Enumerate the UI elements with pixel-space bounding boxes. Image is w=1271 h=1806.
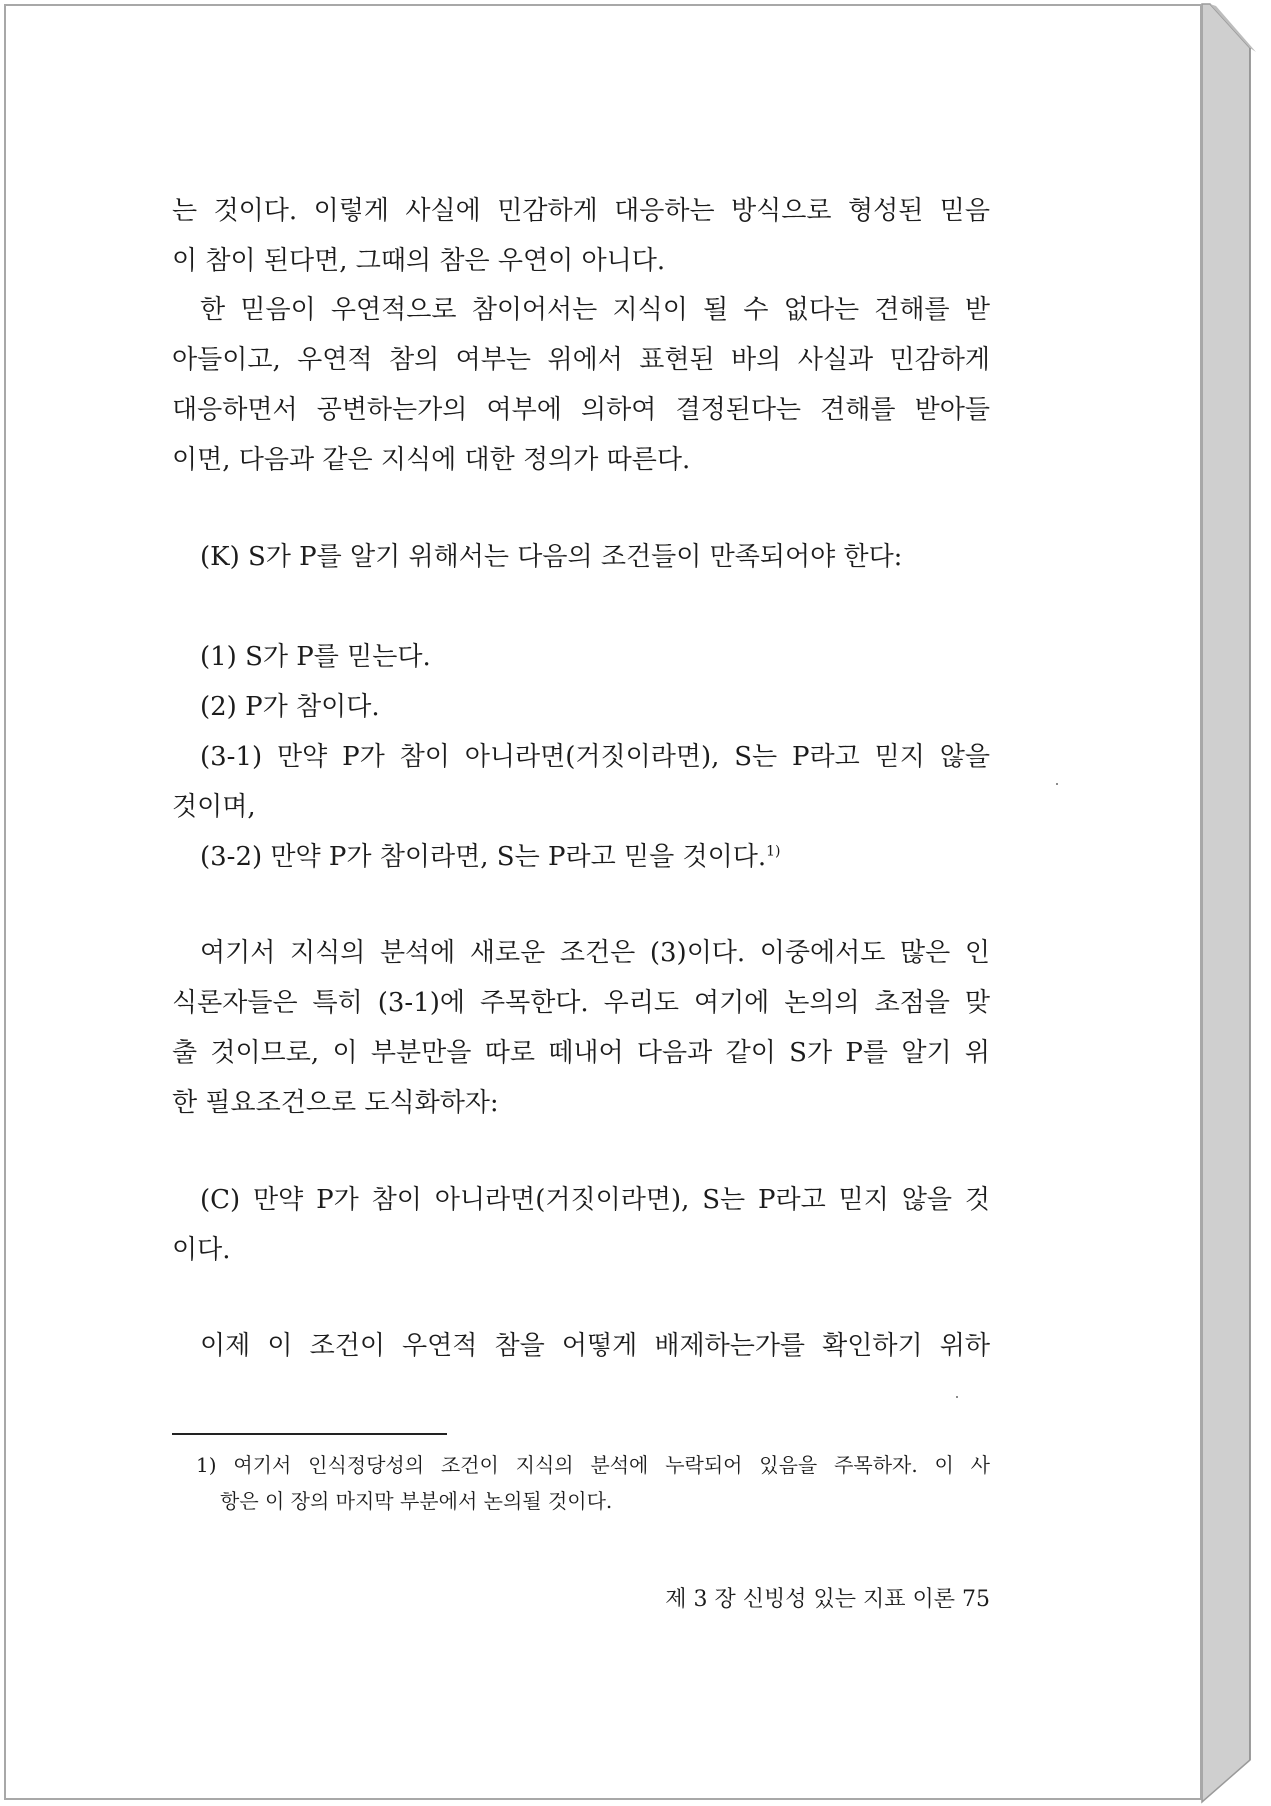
text-line: 이면, 다음과 같은 지식에 대한 정의가 따른다. xyxy=(172,445,691,475)
text-line: 이 참이 된다면, 그때의 참은 우연이 아니다. xyxy=(172,246,666,276)
text-line: 여기서 지식의 분석에 새로운 조건은 (3)이다. 이중에서도 많은 인 xyxy=(200,938,990,968)
text-line: 출 것이므로, 이 부분만을 따로 떼내어 다음과 같이 S가 P를 알기 위 xyxy=(172,1038,990,1068)
text-line: 는 것이다. 이렇게 사실에 민감하게 대응하는 방식으로 형성된 믿음 xyxy=(172,196,990,226)
condition-3-2 xyxy=(172,837,1018,877)
footnote-line: 1) 여기서 인식정당성의 조건이 지식의 분석에 누락되어 있음을 주목하자. 이 사 xyxy=(196,1453,990,1477)
speck xyxy=(956,1396,958,1398)
speck xyxy=(1056,783,1058,785)
condition-3-1: (3-1) 만약 P가 참이 아니라면(거짓이라면), S는 P라고 믿지 않을 xyxy=(200,742,990,772)
footnote-ref: 1) xyxy=(766,843,781,860)
text-line: 이다. xyxy=(172,1235,231,1265)
text-line: 한 믿음이 우연적으로 참이어서는 지식이 될 수 없다는 견해를 받 xyxy=(200,295,990,325)
running-footer: 제 3 장 신빙성 있는 지표 이론 75 xyxy=(665,1587,990,1612)
text-line: (C) 만약 P가 참이 아니라면(거짓이라면), S는 P라고 믿지 않을 것 xyxy=(200,1185,990,1215)
condition-3-1-cont: 것이며, xyxy=(172,792,256,822)
text-line: 식론자들은 특히 (3-1)에 주목한다. 우리도 여기에 논의의 초점을 맞 xyxy=(172,988,990,1018)
footnote-line: 항은 이 장의 마지막 부분에서 논의될 것이다. xyxy=(220,1489,613,1513)
text-line: 한 필요조건으로 도식화하자: xyxy=(172,1088,499,1118)
condition-2: (2) P가 참이다. xyxy=(200,692,380,722)
text-line: 이제 이 조건이 우연적 참을 어떻게 배제하는가를 확인하기 위하 xyxy=(200,1331,990,1361)
condition-1: (1) S가 P를 믿는다. xyxy=(200,642,431,672)
text-line: 대응하면서 공변하는가의 여부에 의하여 결정된다는 견해를 받아들 xyxy=(172,395,990,425)
text-line: (K) S가 P를 알기 위해서는 다음의 조건들이 만족되어야 한다: xyxy=(200,542,903,572)
text-line: 아들이고, 우연적 참의 여부는 위에서 표현된 바의 사실과 민감하게 xyxy=(172,345,990,375)
footnote-rule xyxy=(172,1433,447,1435)
condition-3-2-text: (3-2) 만약 P가 참이라면, S는 P라고 믿을 것이다. xyxy=(200,842,767,872)
